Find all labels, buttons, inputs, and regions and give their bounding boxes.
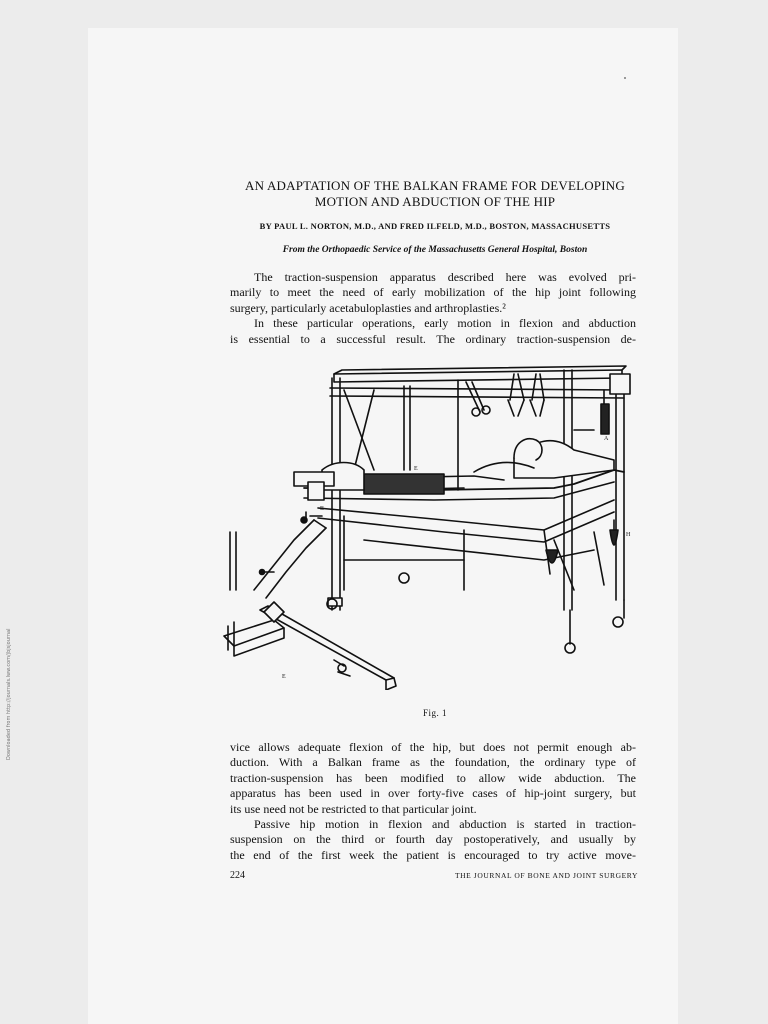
body-line: is essential to a successful result. The ordinary traction-suspension de- (230, 331, 636, 346)
svg-text:E: E (414, 466, 418, 472)
body-line: its use need not be restricted to that particular joint. (230, 801, 477, 816)
download-notice: Downloaded from http://journals.lww.com/jbjsjournal (6, 628, 12, 760)
svg-text:B: B (320, 506, 325, 512)
title-line-2: MOTION AND ABDUCTION OF THE HIP (314, 194, 556, 209)
body-line: suspension on the third or fourth day postoperatively, and usually by (230, 832, 636, 847)
body-line: The traction-suspension apparatus described here was evolved pri- (254, 270, 636, 284)
body-line: marily to meet the need of early mobilization of the hip joint following (230, 285, 636, 300)
body-line: Passive hip motion in flexion and abduction is started in traction- (254, 817, 636, 832)
body-line: In these particular operations, early motion in flexion and abduction (254, 316, 636, 331)
journal-name: THE JOURNAL OF BONE AND JOINT SURGERY (454, 871, 638, 880)
svg-text:E: E (282, 674, 286, 680)
svg-text:A: A (604, 436, 609, 442)
figure-balkan-frame-illustration (214, 360, 644, 690)
body-line: apparatus has been used in over forty-five cases of hip-joint surgery, but (230, 786, 636, 801)
body-text-bottom (230, 740, 636, 863)
title-line-1: AN ADAPTATION OF THE BALKAN FRAME FOR DEVELOPING (245, 178, 625, 193)
page-number: 224 (230, 870, 245, 881)
body-line: surgery, particularly acetabuloplasties and arthroplasties.² (230, 300, 506, 315)
article-authors: BY PAUL L. NORTON, M.D., AND FRED ILFELD, M.D., BOSTON, MASSACHUSETTS (259, 221, 611, 231)
article-title (200, 178, 670, 210)
svg-text:H: H (626, 532, 631, 538)
body-line: vice allows adequate flexion of the hip, but does not permit enough ab- (230, 740, 636, 754)
scan-speck (624, 77, 626, 79)
figure-caption: Fig. 1 (422, 708, 447, 718)
body-line: traction-suspension has been modified to allow wide abduction. The (230, 770, 636, 785)
body-line: the end of the first week the patient is encouraged to try active move- (230, 847, 636, 862)
body-text-top (230, 270, 636, 347)
body-line: duction. With a Balkan frame as the foundation, the ordinary type of (230, 755, 636, 770)
article-affiliation: From the Orthopaedic Service of the Massachusetts General Hospital, Boston (282, 245, 588, 255)
